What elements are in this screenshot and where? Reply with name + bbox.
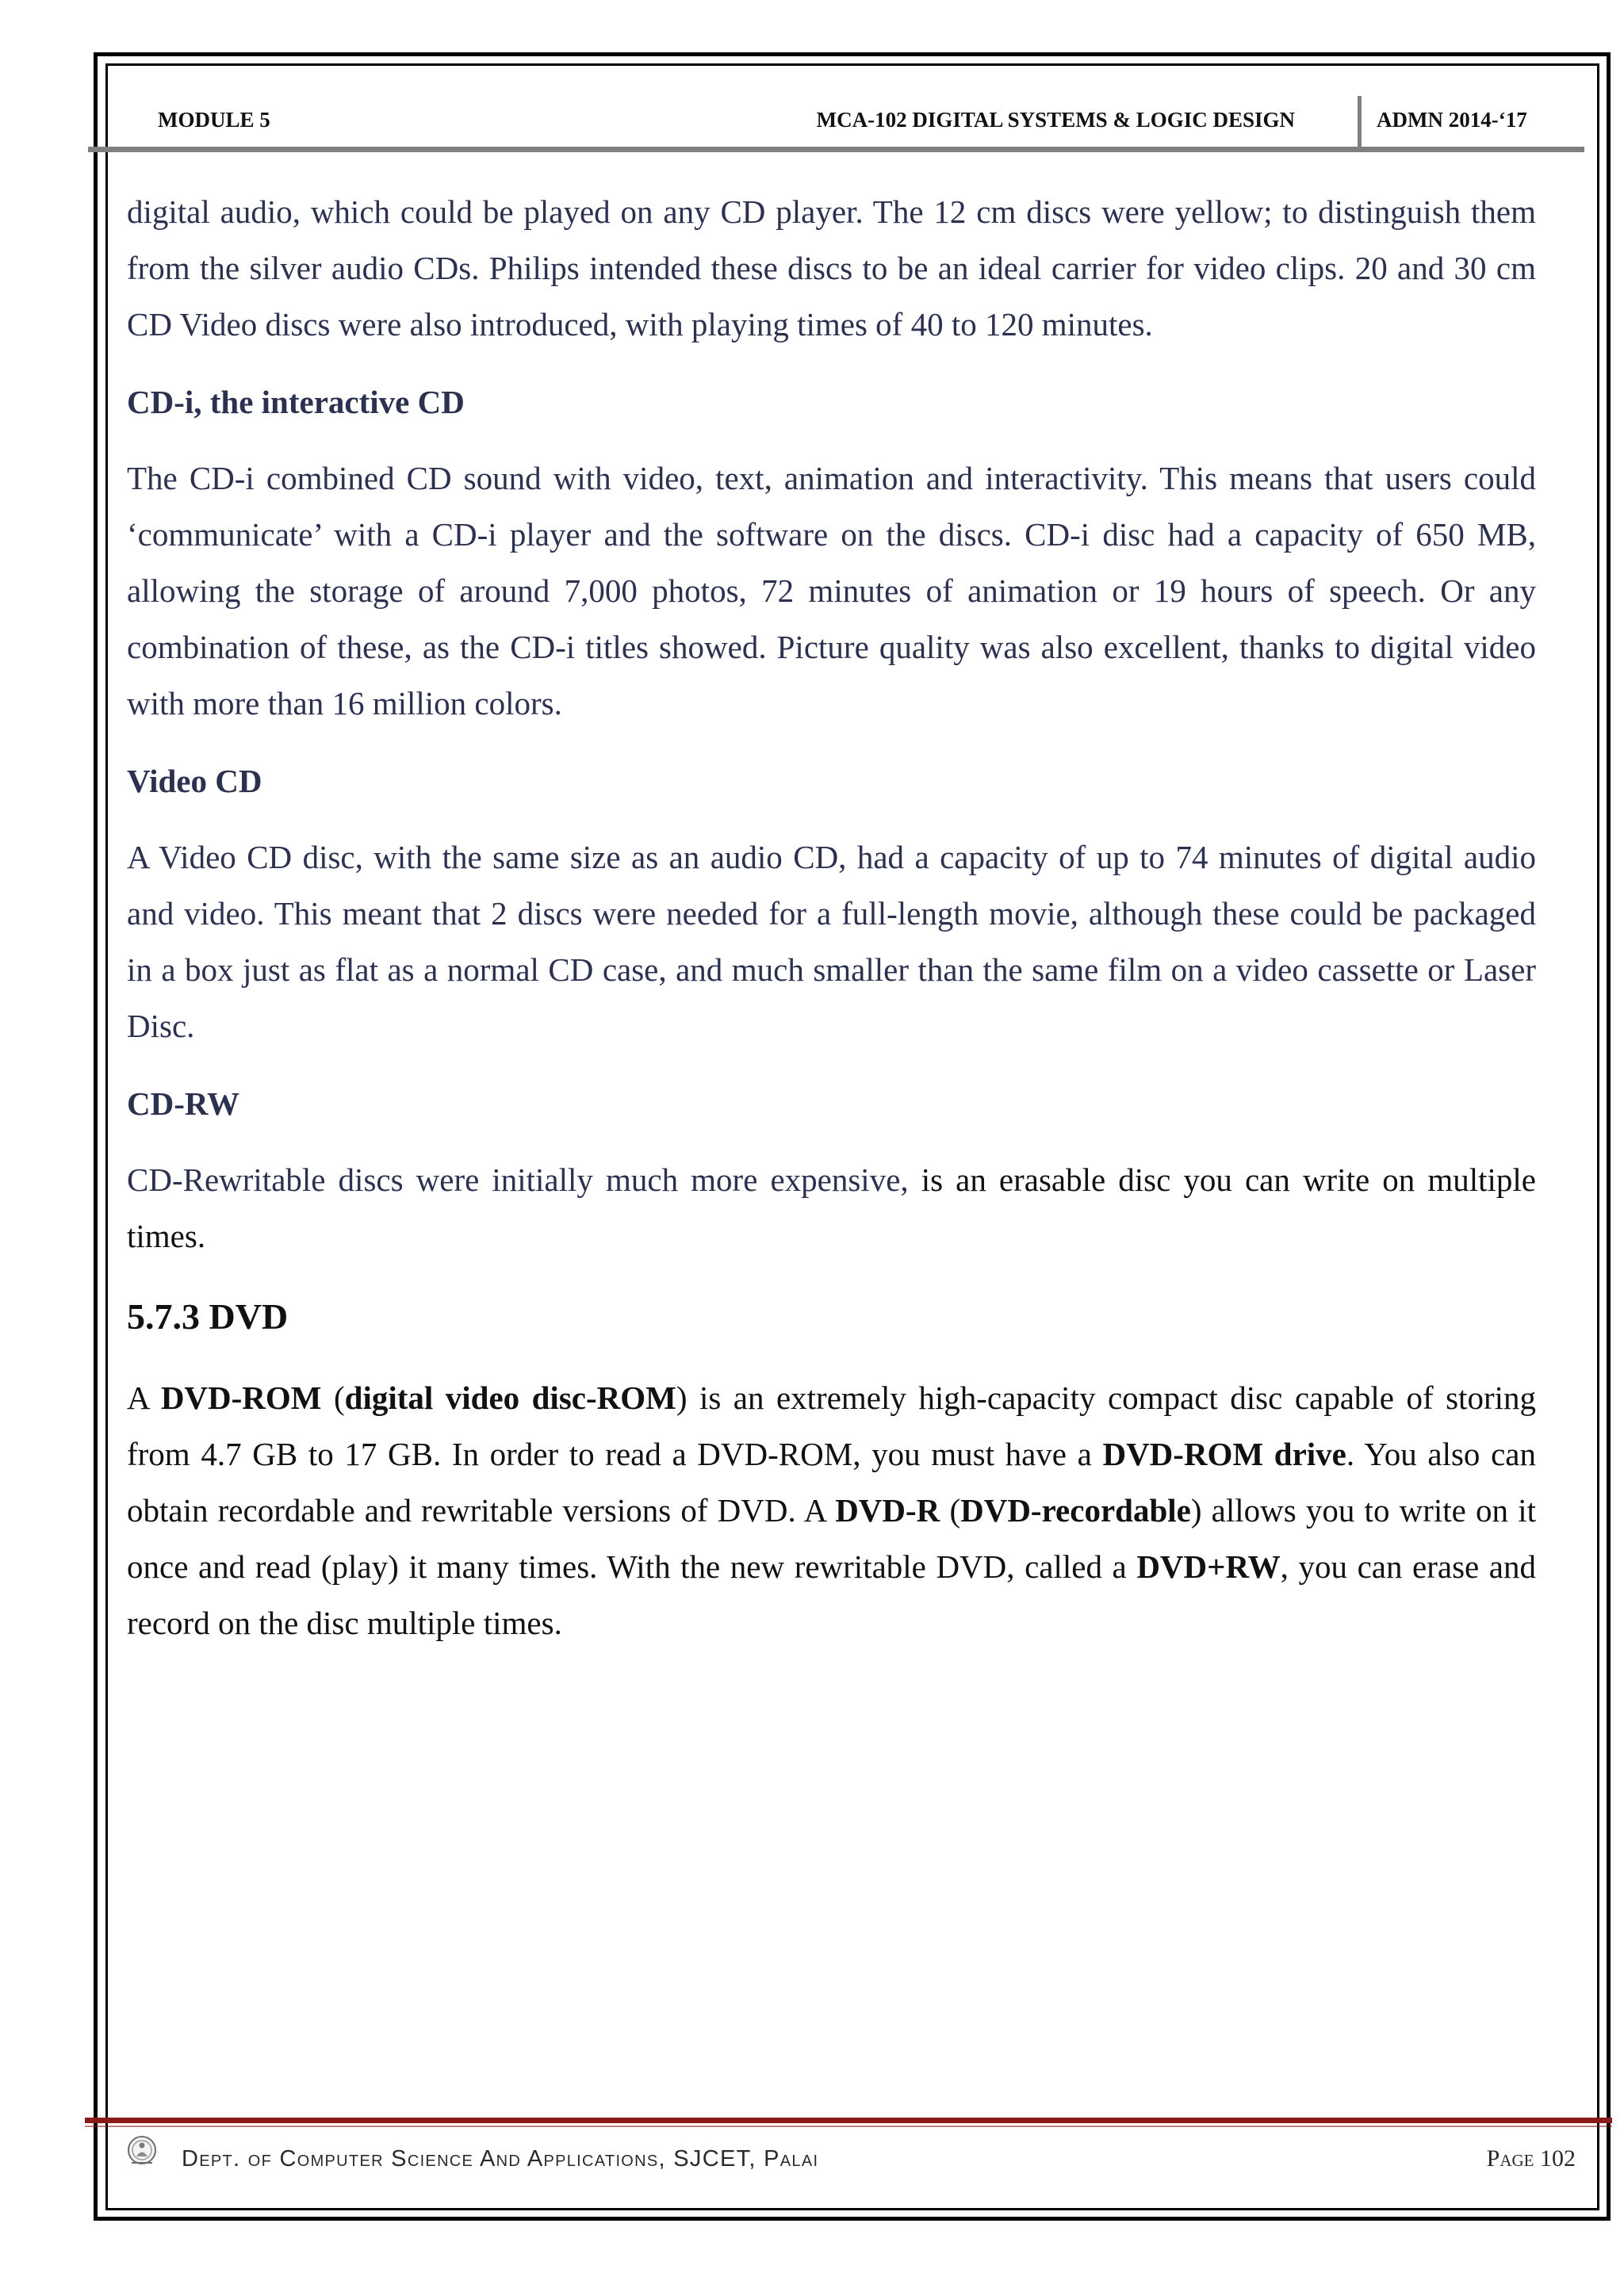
section-paragraph — [127, 829, 1536, 1054]
text-run: ( — [940, 1492, 961, 1529]
text-line — [127, 297, 1536, 353]
text-run: from 4.7 GB to 17 GB. In order to read a DVD-ROM, you must have a — [127, 1436, 1103, 1472]
text-run: once and read (play) it many times. With the new rewritable DVD, called a — [127, 1548, 1137, 1585]
text-run: Disc. — [127, 1008, 195, 1044]
text-run: with more than 16 million colors. — [127, 685, 562, 721]
section-heading: CD-i, the interactive CD — [127, 384, 465, 420]
text-run: ( — [321, 1380, 345, 1416]
text-run: record on the disc multiple times. — [127, 1605, 562, 1641]
section-paragraph — [127, 450, 1536, 732]
bold-term: DVD-ROM — [160, 1380, 322, 1416]
text-line — [127, 1539, 1536, 1595]
section — [127, 753, 1536, 1054]
text-line — [127, 998, 1536, 1054]
text-line — [127, 1483, 1536, 1539]
text-run: A — [127, 1380, 161, 1416]
page-body — [127, 184, 1536, 1651]
text-line — [127, 1152, 1536, 1208]
section-paragraph — [127, 1152, 1536, 1265]
text-line — [127, 619, 1536, 675]
text-run: is an erasable disc you can write on multiple — [908, 1161, 1536, 1198]
bold-term: DVD-R — [835, 1492, 940, 1529]
text-run: ) is an extremely high-capacity compact disc capable of storing — [676, 1380, 1536, 1416]
section — [127, 1288, 1536, 1651]
text-run: ‘communicate’ with a CD-i player and the software on the discs. CD-i disc had a capacity of 650 MB, — [127, 516, 1536, 553]
course-title: MCA-102 DIGITAL SYSTEMS & LOGIC DESIGN — [816, 108, 1295, 132]
college-logo-icon — [125, 2134, 159, 2168]
text-line — [127, 942, 1536, 998]
bold-term: DVD-recordable — [960, 1492, 1191, 1529]
page-number: Page 102 — [1486, 2145, 1576, 2172]
header-rule — [88, 147, 1584, 152]
text-run: obtain recordable and rewritable versions of DVD. A — [127, 1492, 836, 1529]
bold-term: DVD-ROM drive — [1102, 1436, 1346, 1472]
continued-paragraph — [127, 184, 1536, 353]
bold-term: digital video disc-ROM — [344, 1380, 676, 1416]
header-divider — [1358, 96, 1362, 148]
section-heading: Video CD — [127, 763, 262, 799]
section-paragraph — [127, 1370, 1536, 1651]
section-heading: CD-RW — [127, 1085, 240, 1122]
text-run: in a box just as flat as a normal CD case, and much smaller than the same film on a video cassette or Laser — [127, 951, 1536, 988]
text-line — [127, 507, 1536, 563]
text-run: A Video CD disc, with the same size as an audio CD, had a capacity of up to 74 minutes of digital audio — [127, 839, 1536, 875]
text-run: times. — [127, 1218, 206, 1254]
text-line — [127, 829, 1536, 886]
text-line — [127, 675, 1536, 732]
text-line — [127, 240, 1536, 297]
section-heading: 5.7.3 DVD — [127, 1296, 289, 1337]
text-run: from the silver audio CDs. Philips intended these discs to be an ideal carrier for video clips. 20 and 30 cm — [127, 250, 1536, 286]
text-run: CD-Rewritable discs were initially much more expensive, — [127, 1161, 909, 1198]
bold-term: DVD+RW — [1136, 1548, 1281, 1585]
text-run: combination of these, as the CD-i titles showed. Picture quality was also excellent, thanks to digital video — [127, 629, 1536, 665]
module-label: MODULE 5 — [158, 108, 270, 132]
text-run: and video. This meant that 2 discs were needed for a full-length movie, although these could be packaged — [127, 895, 1536, 932]
text-run: The CD-i combined CD sound with video, text, animation and interactivity. This means that users could — [127, 460, 1536, 496]
section — [127, 374, 1536, 732]
text-line — [127, 563, 1536, 619]
text-run: digital audio, which could be played on any CD player. The 12 cm discs were yellow; to distinguish them — [127, 193, 1536, 230]
batch-label: ADMN 2014-‘17 — [1377, 108, 1527, 132]
text-line — [127, 886, 1536, 942]
text-run: ) allows you to write on it — [1190, 1492, 1536, 1529]
text-line — [127, 1370, 1536, 1426]
text-line — [127, 1208, 1536, 1265]
text-run: allowing the storage of around 7,000 photos, 72 minutes of animation or 19 hours of speech. Or any — [127, 572, 1536, 609]
footer-department: Dept. of Computer Science And Applications, SJCET, Palai — [182, 2146, 819, 2172]
text-run: CD Video discs were also introduced, with playing times of 40 to 120 minutes. — [127, 306, 1153, 342]
text-run: . You also can — [1346, 1436, 1536, 1472]
sections — [127, 374, 1536, 1651]
text-line — [127, 1426, 1536, 1483]
text-line — [127, 1595, 1536, 1651]
section — [127, 1076, 1536, 1265]
text-line — [127, 450, 1536, 507]
text-line — [127, 184, 1536, 240]
footer-rule-thin — [85, 2126, 1612, 2127]
text-run: , you can erase and — [1280, 1548, 1537, 1585]
footer-rule — [85, 2118, 1612, 2123]
